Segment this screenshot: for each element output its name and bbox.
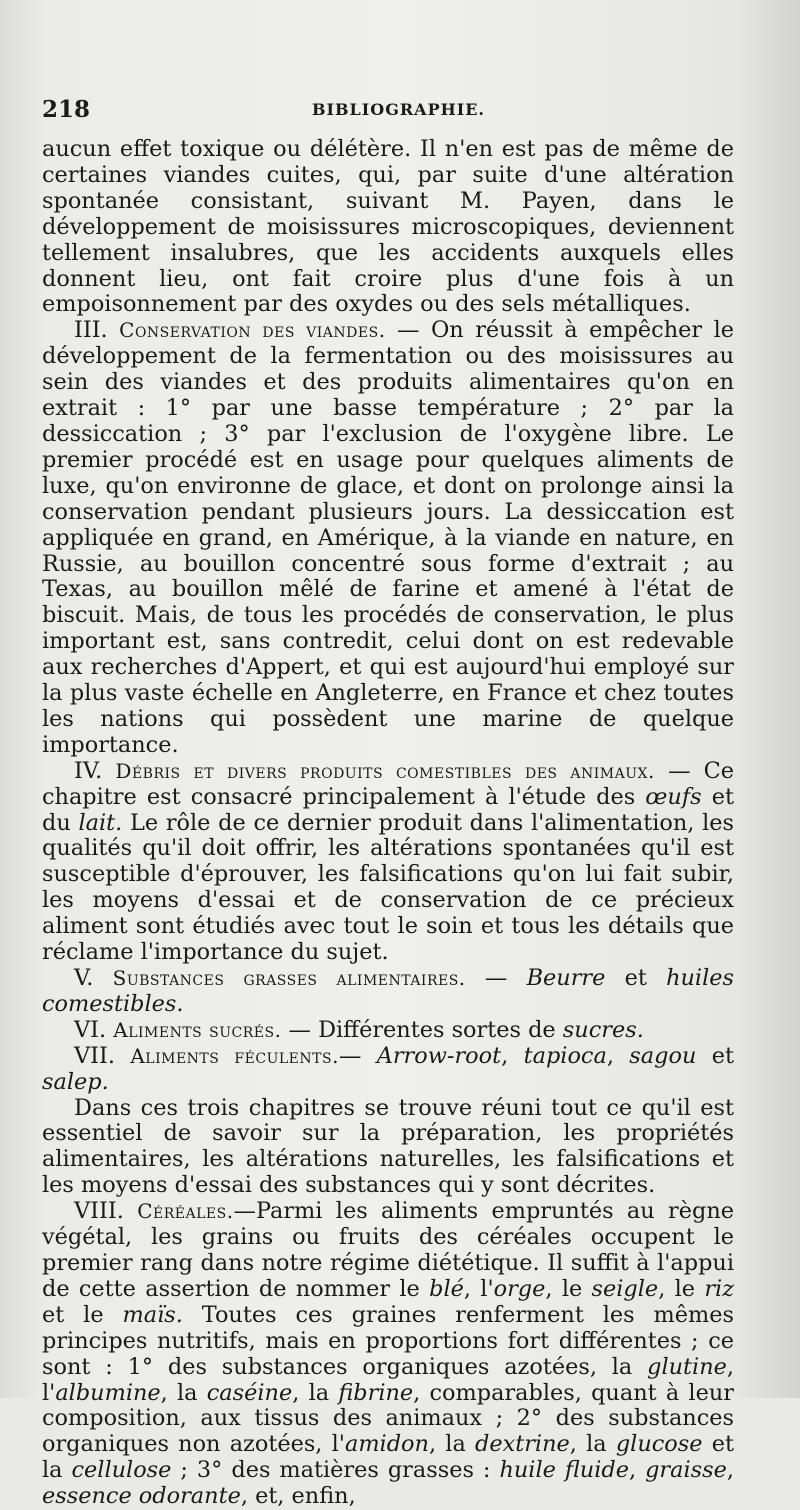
section-heading: Céréales.: [137, 1199, 234, 1224]
paragraph-section-3: III. Conservation des viandes. — On réussit à empêcher le développement de la fermentation ou des moisissures au sein des viandes et des produits alimentaires qu'on en extrait : 1° par une basse température ; 2° par la dessiccation ; 3° par l'exclusion de l'oxygène libre. Le premier procédé est en usage pour quelques aliments de luxe, qu'on environne de glace, et dont on prolonge ainsi la conservation pendant plusieurs jours. La dessiccation est appliquée en grand, en Amérique, à la viande en nature, en Russie, au bouillon concentré sous forme d'extrait ; au Texas, au bouillon mêlé de farine et amené à l'état de biscuit. Mais, de tous les procédés de conservation, le plus important est, sans contredit, celui dont on est redevable aux recherches d'Appert, et qui est aujourd'hui employé sur la plus vaste échelle en Angleterre, en France et chez toutes les nations qui possèdent une marine de quelque importance.: [42, 317, 734, 758]
paragraph-section-4: IV. Débris et divers produits comestibles des animaux. — Ce chapitre est consacré principalement à l'étude des œufs et du lait. Le rôle de ce dernier produit dans l'alimentation, les qualités qu'il doit offrir, les altérations spontanées qu'il est susceptible d'éprouver, les falsifications qu'on lui fait subir, les moyens d'essai et de conservation de ce précieux aliment sont étudiés avec tout le soin et tous les détails que réclame l'importance du sujet.: [42, 757, 735, 966]
paragraph-section-6: VI. Aliments sucrés. — Différentes sortes de sucres.: [74, 1016, 644, 1043]
running-title: BIBLIOGRAPHIE.: [312, 100, 485, 119]
section-heading: Substances grasses alimentaires.: [112, 966, 466, 990]
section-heading: Débris et divers produits comestibles des animaux.: [115, 758, 655, 783]
paragraph-continuation: aucun effet toxique ou délétère. Il n'en est pas de même de certaines viandes cuites, qui, par suite d'une altération spontanée consistant, suivant M. Payen, dans le développement de moisissures microscopiques, deviennent tellement insalubres, que les accidents auxquels elles donnent lieu, ont fait croire plus d'une fois à un empoisonnement par des oxydes ou des sels métalliques.: [42, 136, 734, 318]
page-body: [42, 137, 734, 1510]
section-heading: Aliments sucrés.: [113, 1017, 282, 1042]
page-header: [42, 96, 732, 130]
paragraph-section-7: VII. Aliments féculents.— Arrow-root, tapioca, sagou et salep.: [42, 1042, 734, 1095]
section-heading: Conservation des viandes.: [119, 318, 386, 343]
paragraph-section-8: VIII. Céréales.—Parmi les aliments empruntés au règne végétal, les grains ou fruits des céréales occupent le premier rang dans notre régime diététique. Il suffit à l'appui de cette assertion de nommer le blé, l'orge, le seigle, le riz et le maïs. Toutes ces graines renferment les mêmes principes nutritifs, mais en proportions fort différentes ; ce sont : 1° des substances organiques azotées, la glutine, l'albumine, la caséine, la fibrine, comparables, quant à leur composition, aux tissus des animaux ; 2° des substances organiques non azotées, l'amidon, la dextrine, la glucose et la cellulose ; 3° des matières grasses : huile fluide, graisse, essence odorante, et, enfin,: [42, 1198, 734, 1510]
section-heading: Aliments féculents.: [130, 1043, 339, 1068]
paragraph-section-5: V. Substances grasses alimentaires. — Beurre et huiles comestibles.: [42, 965, 734, 1017]
paragraph-chapters-summary: Dans ces trois chapitres se trouve réuni tout ce qu'il est essentiel de savoir sur la préparation, les propriétés alimentaires, les altérations naturelles, les falsifications et les moyens d'essai des substances qui y sont décrites.: [42, 1094, 734, 1199]
page-number: 218: [42, 96, 91, 123]
